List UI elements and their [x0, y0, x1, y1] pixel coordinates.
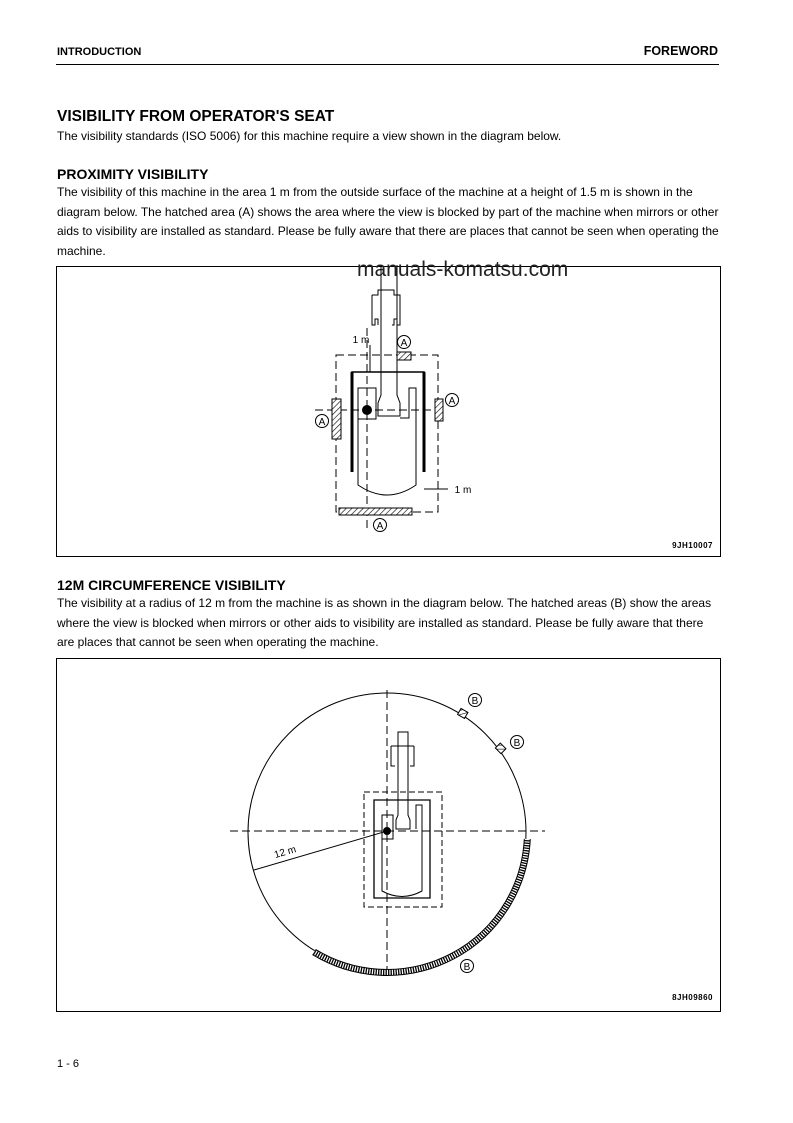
hatched-area-a	[397, 352, 411, 360]
hatched-area-a	[339, 508, 412, 515]
hatched-area-b	[458, 708, 468, 718]
operator-eye-point	[363, 406, 372, 415]
page-title: VISIBILITY FROM OPERATOR'S SEAT	[57, 108, 335, 125]
watermark: manuals-komatsu.com	[357, 258, 569, 281]
circumference-figure-code: 8JH09860	[672, 993, 713, 1002]
label-a: A	[448, 396, 456, 407]
label-b: B	[513, 738, 521, 749]
header-section: INTRODUCTION	[57, 46, 142, 58]
arm	[378, 265, 400, 416]
header-chapter: FOREWORD	[643, 44, 718, 58]
track-frame	[352, 372, 424, 472]
bucket	[372, 290, 400, 325]
label-a: A	[376, 521, 384, 532]
label-a: A	[318, 417, 326, 428]
circumference-text: The visibility at a radius of 12 m from the machine is as shown in the diagram below. The hatched areas (B) show the areas where the view is blocked when mirrors or other aids to visibility are installed as standard. Please be fully aware that there are places that cannot be seen when operating the machine.	[57, 596, 712, 649]
radius-label: 12 m	[273, 844, 298, 861]
proximity-heading: PROXIMITY VISIBILITY	[57, 166, 209, 182]
circumference-heading: 12M CIRCUMFERENCE VISIBILITY	[57, 577, 286, 593]
proximity-labels	[319, 335, 472, 532]
circumference-diagram	[230, 690, 545, 975]
proximity-diagram	[315, 265, 459, 532]
label-b: B	[463, 962, 471, 973]
label-a: A	[400, 338, 408, 349]
dimension-top: 1 m	[352, 335, 370, 346]
page-number: 1 - 6	[57, 1058, 80, 1070]
dimension-side: 1 m	[454, 485, 472, 496]
proximity-figure-code: 9JH10007	[672, 541, 713, 550]
arm	[396, 732, 410, 829]
intro-text: The visibility standards (ISO 5006) for this machine require a view shown in the diagram below.	[57, 129, 562, 143]
proximity-text: The visibility of this machine in the area 1 m from the outside surface of the machine at a height of 1.5 m is shown in the diagram below. The hatched area (A) shows the area where the view is blocked by part of the machine when mirrors or other aids to visibility are installed as standard. Please be fully aware that there are places that cannot be seen when operating the machine.	[57, 185, 719, 258]
hatched-area-a	[435, 399, 443, 421]
hatched-area-b	[495, 743, 506, 754]
label-b: B	[471, 696, 479, 707]
hatched-area-a	[332, 399, 341, 439]
